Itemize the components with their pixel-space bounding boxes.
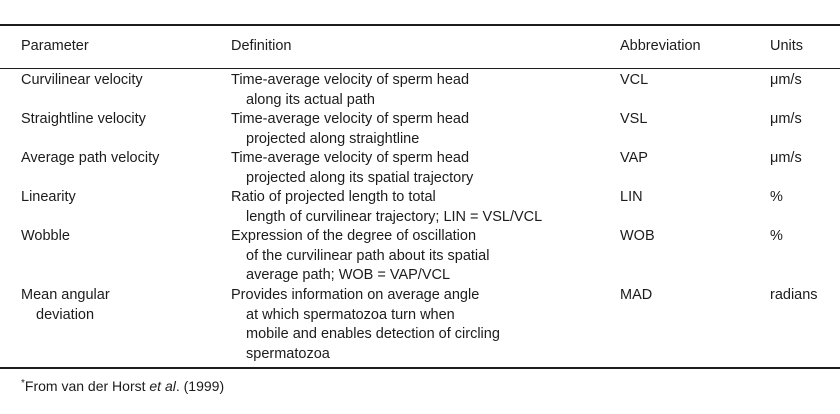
- table-row-parameter: Linearity: [21, 189, 76, 205]
- table-row-abbreviation: VAP: [620, 150, 648, 166]
- table-row-abbreviation: MAD: [620, 287, 653, 303]
- table-row-parameter: Mean angular deviation: [21, 287, 110, 323]
- table-row-units: μm/s: [770, 72, 802, 88]
- table-row-definition: Provides information on average angle at which spermatozoa turn when mobile and enables detection of circling spermatozoa: [231, 287, 500, 362]
- table-row-definition: Ratio of projected length to total length of curvilinear trajectory; LIN = VSL/VCL: [231, 189, 543, 225]
- table-row-definition: Time-average velocity of sperm head projected along its spatial trajectory: [231, 150, 474, 186]
- table-row-abbreviation: LIN: [620, 189, 643, 205]
- table-row-abbreviation: WOB: [620, 228, 655, 244]
- table-row-abbreviation: VSL: [620, 111, 648, 127]
- footnote-text-before: From van der Horst: [24, 378, 150, 394]
- table-bottom-rule: [0, 367, 840, 369]
- header-definition: Definition: [231, 38, 292, 54]
- footnote-text-after: . (1999): [175, 378, 225, 394]
- table-row-units: radians: [770, 287, 818, 303]
- table-row-parameter: Straightline velocity: [21, 111, 146, 127]
- footnote-italic: et al: [149, 378, 176, 394]
- footnote: [21, 374, 224, 396]
- table-row-units: μm/s: [770, 111, 802, 127]
- table-row-abbreviation: VCL: [620, 72, 649, 88]
- table-row-units: %: [770, 189, 783, 205]
- table-row-units: μm/s: [770, 150, 802, 166]
- table-row-definition: Time-average velocity of sperm head projected along straightline: [231, 111, 470, 147]
- header-parameter: Parameter: [21, 38, 89, 54]
- table-row-definition: Time-average velocity of sperm head along its actual path: [231, 72, 470, 108]
- table-row-parameter: Curvilinear velocity: [21, 72, 143, 88]
- table-row-definition: Expression of the degree of oscillation of the curvilinear path about its spatial average path; WOB = VAP/VCL: [231, 228, 490, 283]
- table-top-rule: [0, 24, 840, 26]
- table-row-parameter: Average path velocity: [21, 150, 160, 166]
- table-row-units: %: [770, 228, 783, 244]
- table-row-parameter: Wobble: [21, 228, 70, 244]
- header-units: Units: [770, 38, 804, 54]
- table-header-rule: [0, 68, 840, 69]
- footnote-marker: *: [21, 378, 25, 389]
- header-abbreviation: Abbreviation: [620, 38, 701, 54]
